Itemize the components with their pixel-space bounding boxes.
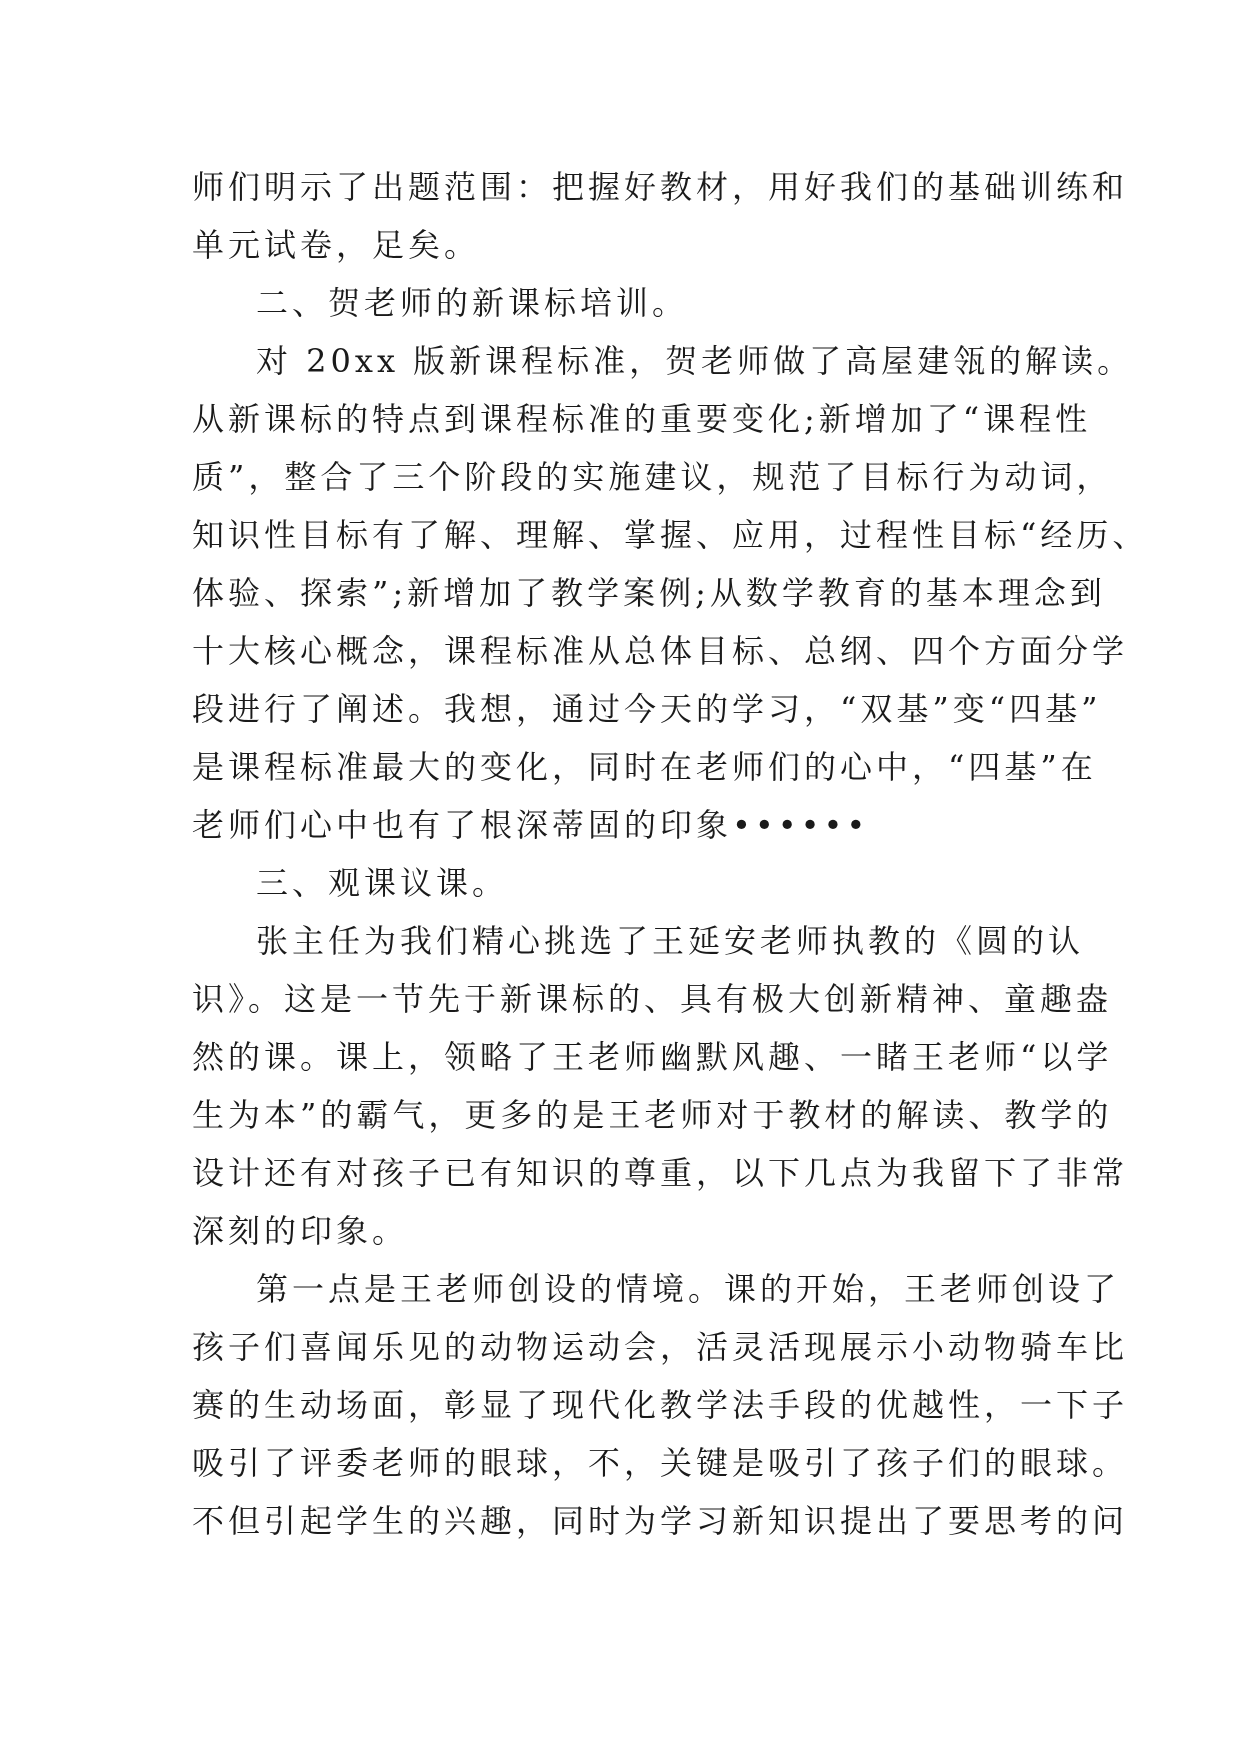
text-line: 深刻的印象。 xyxy=(192,1212,409,1250)
text-line: 单元试卷，足矣。 xyxy=(192,226,481,264)
text-line: 二、贺老师的新课标培训。 xyxy=(256,284,689,322)
text-line: 师们明示了出题范围：把握好教材，用好我们的基础训练和 xyxy=(192,168,1129,206)
text-line: 然的课。课上，领略了王老师幽默风趣、一睹王老师“以学 xyxy=(192,1038,1113,1076)
text-line: 是课程标准最大的变化，同时在老师们的心中，“四基”在 xyxy=(192,748,1097,786)
document-body xyxy=(192,158,1149,1550)
text-line: 质”，整合了三个阶段的实施建议，规范了目标行为动词， xyxy=(192,458,1113,496)
text-line: 赛的生动场面，彰显了现代化教学法手段的优越性，一下子 xyxy=(192,1386,1129,1424)
text-line: 第一点是王老师创设的情境。课的开始，王老师创设了 xyxy=(256,1270,1121,1308)
text-line: 孩子们喜闻乐见的动物运动会，活灵活现展示小动物骑车比 xyxy=(192,1328,1129,1366)
text-line: 识》。这是一节先于新课标的、具有极大创新精神、童趣盎 xyxy=(192,980,1113,1018)
text-line: 三、观课议课。 xyxy=(256,864,509,902)
text-line: 不但引起学生的兴趣，同时为学习新知识提出了要思考的问 xyxy=(192,1502,1129,1540)
text-line: 体验、探索”;新增加了教学案例;从数学教育的基本理念到 xyxy=(192,574,1106,612)
text-line: 十大核心概念，课程标准从总体目标、总纲、四个方面分学 xyxy=(192,632,1129,670)
text-line: 生为本”的霸气，更多的是王老师对于教材的解读、教学的 xyxy=(192,1096,1113,1134)
text-line: 段进行了阐述。我想，通过今天的学习，“双基”变“四基” xyxy=(192,690,1102,728)
text-line: 设计还有对孩子已有知识的尊重，以下几点为我留下了非常 xyxy=(192,1154,1129,1192)
text-line: 老师们心中也有了根深蒂固的印象•••••• xyxy=(192,806,870,844)
text-line: 知识性目标有了解、理解、掌握、应用，过程性目标“经历、 xyxy=(192,516,1149,554)
text-line: 对 20xx 版新课程标准，贺老师做了高屋建瓴的解读。 xyxy=(256,342,1134,380)
text-line: 吸引了评委老师的眼球，不，关键是吸引了孩子们的眼球。 xyxy=(192,1444,1129,1482)
text-line: 从新课标的特点到课程标准的重要变化;新增加了“课程性 xyxy=(192,400,1092,438)
text-line: 张主任为我们精心挑选了王延安老师执教的《圆的认 xyxy=(256,922,1085,960)
